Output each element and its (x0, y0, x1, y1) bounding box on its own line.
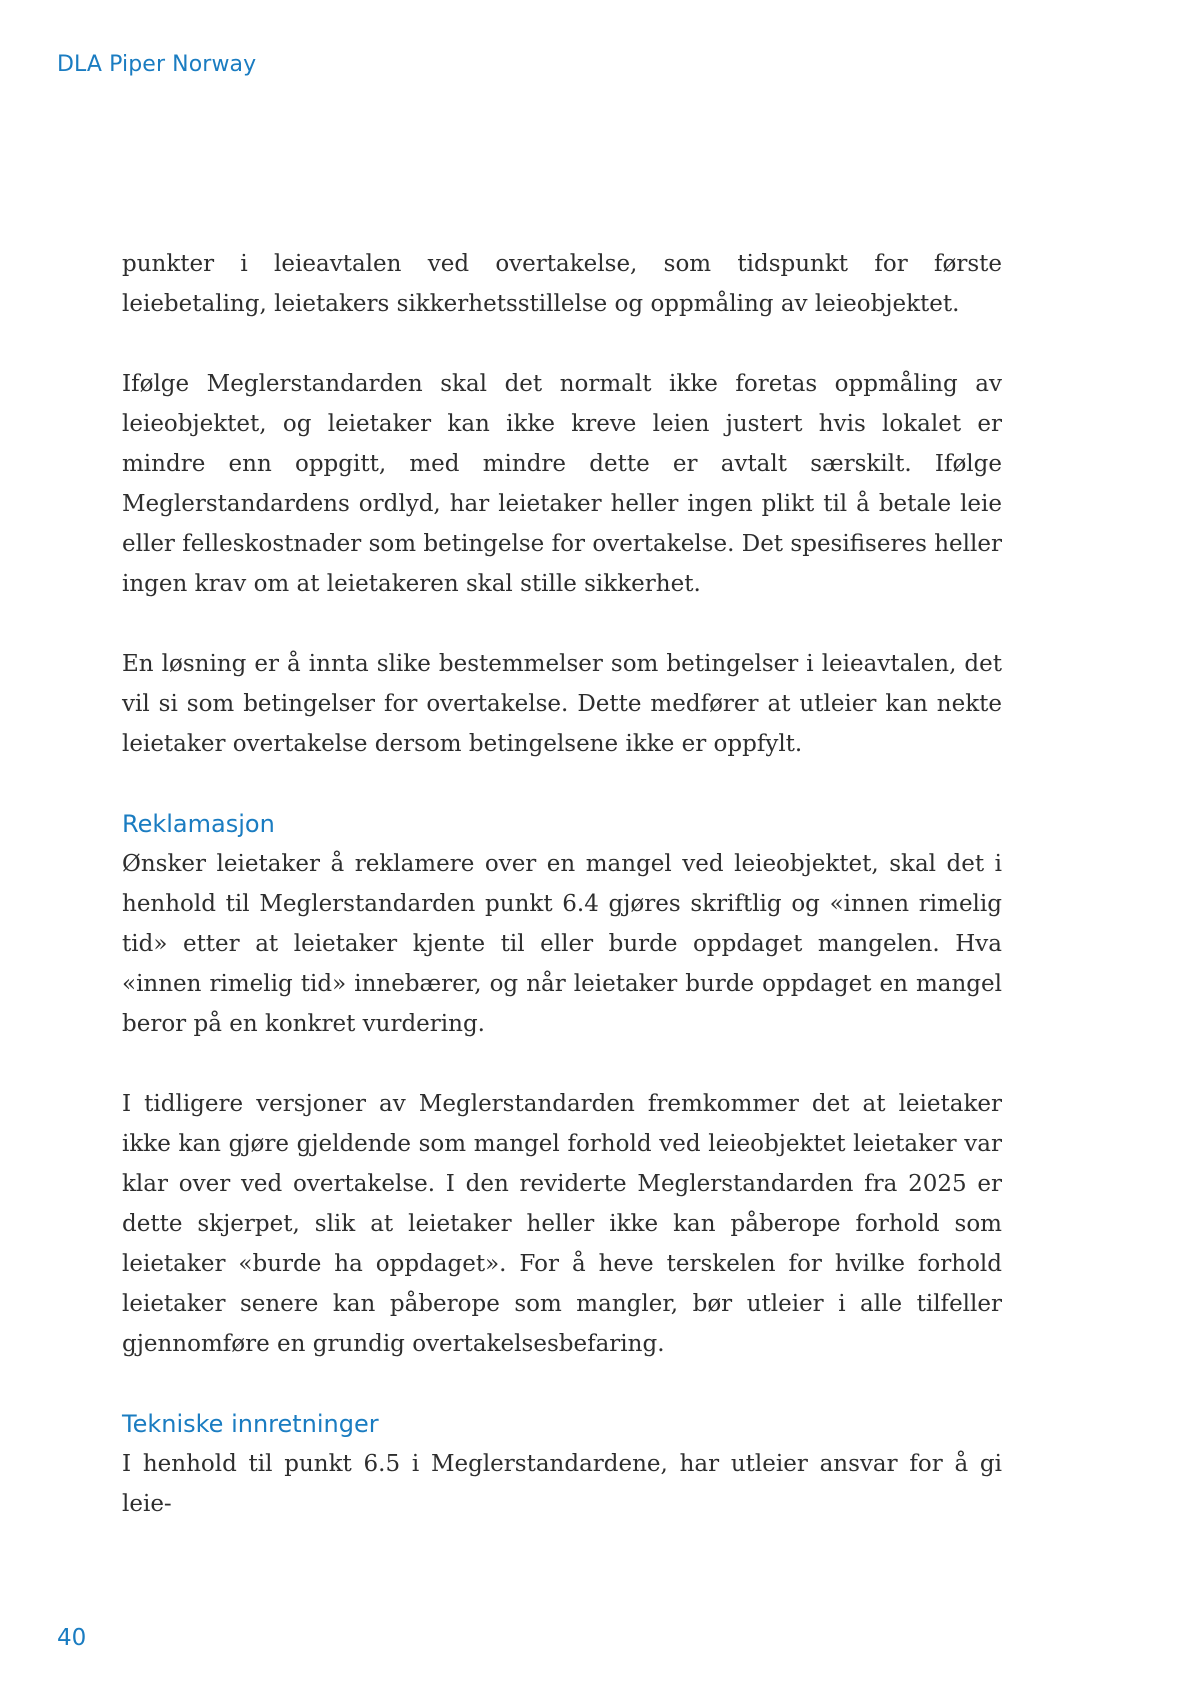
paragraph: punkter i leieavtalen ved overtakelse, som tidspunkt for første leiebetaling, leietakers sikkerhetsstillelse og oppmåling av leieobjektet. (122, 251, 1002, 317)
section-heading-tekniske-innretninger: Tekniske innretninger (122, 1410, 379, 1438)
running-header: DLA Piper Norway (57, 52, 257, 77)
paragraph: En løsning er å innta slike bestemmelser som betingelser i leieavtalen, det vil si som betingelser for overtakelse. Dette medfører at utleier kan nekte leietaker overtakelse dersom betingelsene ikke er oppfylt. (122, 651, 1002, 757)
paragraph: Ønsker leietaker å reklamere over en mangel ved leieobjektet, skal det i henhold til Meglerstandarden punkt 6.4 gjøres skriftlig og «innen rimelig tid» etter at leietaker kjente til eller burde oppdaget mangelen. Hva «innen rimelig tid» innebærer, og når leietaker burde oppdaget en mangel beror på en konkret vurdering. (122, 851, 1002, 1037)
paragraph: I tidligere versjoner av Meglerstandarden fremkommer det at leietaker ikke kan gjøre gjeldende som mangel forhold ved leieobjektet leietaker var klar over ved overtakelse. I den reviderte Meglerstandarden fra 2025 er dette skjerpet, slik at leietaker heller ikke kan påberope forhold som leietaker «burde ha oppdaget». For å heve terskelen for hvilke forhold leietaker senere kan påberope som mangler, bør utleier i alle tilfeller gjennomføre en grundig overtakelsesbefaring. (122, 1091, 1002, 1357)
paragraph: Ifølge Meglerstandarden skal det normalt ikke foretas oppmåling av leieobjektet, og leietaker kan ikke kreve leien justert hvis lokalet er mindre enn oppgitt, med mindre dette er avtalt særskilt. Ifølge Meglerstandardens ordlyd, har leietaker heller ingen plikt til å betale leie eller felleskostnader som betingelse for overtakelse. Det spesifiseres heller ingen krav om at leietakeren skal stille sikkerhet. (122, 371, 1002, 597)
paragraph: I henhold til punkt 6.5 i Meglerstandardene, har utleier ansvar for å gi leie- (122, 1451, 1002, 1517)
section-heading-reklamasjon: Reklamasjon (122, 810, 275, 838)
page-body (122, 244, 1002, 1524)
page-number: 40 (57, 1625, 87, 1651)
